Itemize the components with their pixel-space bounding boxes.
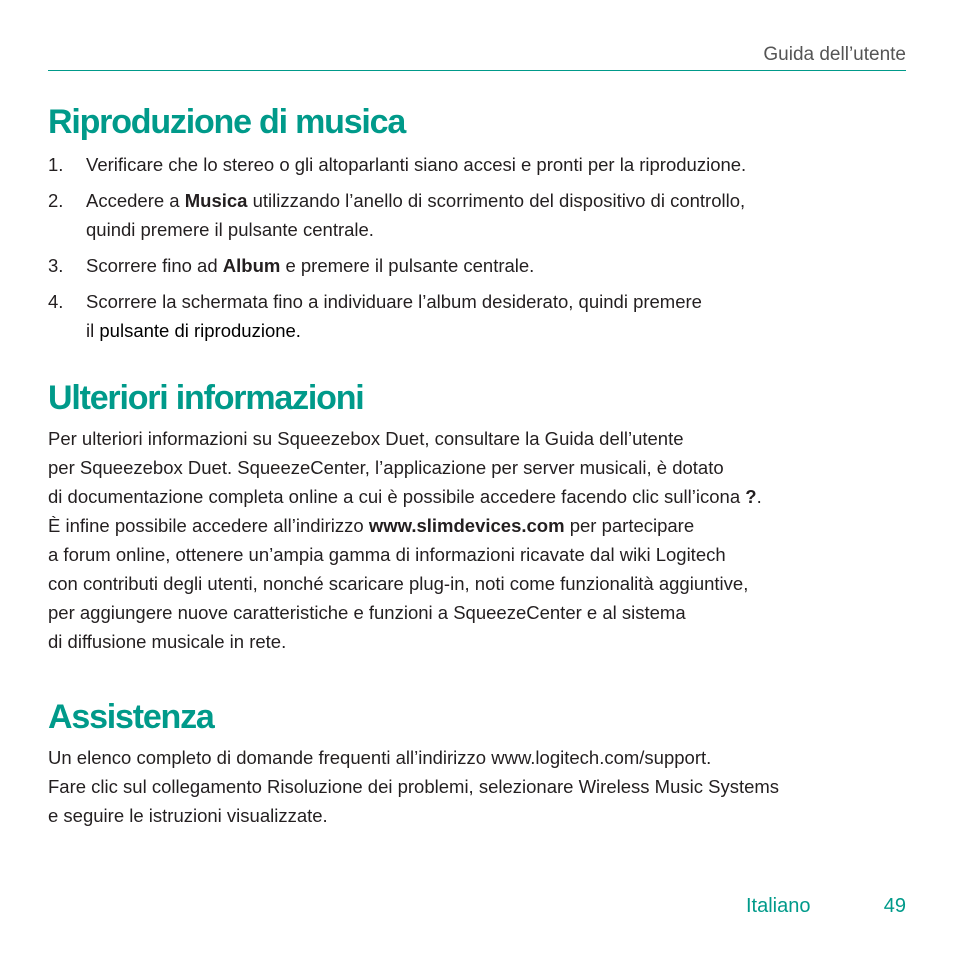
text-line: di diffusione musicale in rete. xyxy=(48,631,287,652)
section-ulteriori-informazioni xyxy=(48,378,908,656)
website-link: www.slimdevices.com xyxy=(368,515,565,536)
list-item xyxy=(48,150,908,179)
text-line: con contributi degli utenti, nonché scaricare plug-in, noti come funzionalità aggiuntive, xyxy=(48,573,749,594)
section-heading: Ulteriori informazioni xyxy=(48,379,364,417)
text-line: È infine possibile accedere all’indirizzo xyxy=(48,515,369,536)
section-riproduzione xyxy=(48,102,908,352)
text-line: Fare clic sul collegamento Risoluzione dei problemi, selezionare Wireless Music Systems xyxy=(48,776,780,797)
step-text: Scorrere la schermata fino a individuare l’album desiderato, quindi premere xyxy=(86,291,702,312)
step-text: Scorrere fino ad xyxy=(86,255,223,276)
text-line: a forum online, ottenere un’ampia gamma di informazioni ricavate dal wiki Logitech xyxy=(48,544,726,565)
step-text: il xyxy=(86,320,100,341)
text-line: per aggiungere nuove caratteristiche e funzioni a SqueezeCenter e al sistema xyxy=(48,602,686,623)
list-item xyxy=(48,251,908,280)
text-line: per Squeezebox Duet. SqueezeCenter, l’applicazione per server musicali, è dotato xyxy=(48,457,724,478)
text-line: di documentazione completa online a cui è possibile accedere facendo clic sull’icona xyxy=(48,486,746,507)
running-header: Guida dell’utente xyxy=(763,44,906,65)
step-text: quindi premere il pulsante centrale. xyxy=(86,219,374,240)
step-text: utilizzando l’anello di scorrimento del dispositivo di controllo, xyxy=(247,190,746,211)
step-text: e premere il pulsante centrale. xyxy=(280,255,535,276)
list-item xyxy=(48,186,908,244)
step-number: 2. xyxy=(48,190,64,211)
section-heading: Riproduzione di musica xyxy=(48,103,406,141)
step-text: pulsante di riproduzione. xyxy=(99,320,301,341)
step-number: 1. xyxy=(48,154,64,175)
step-number: 4. xyxy=(48,291,64,312)
step-text: Verificare che lo stereo o gli altoparlanti siano accesi e pronti per la riproduzione. xyxy=(86,154,747,175)
help-icon-symbol: ? xyxy=(745,486,757,507)
text-line: e seguire le istruzioni visualizzate. xyxy=(48,805,328,826)
text-line: Un elenco completo di domande frequenti all’indirizzo www.logitech.com/support. xyxy=(48,747,712,768)
text-line: . xyxy=(756,486,762,507)
header-rule xyxy=(48,70,906,71)
paragraph xyxy=(48,424,908,656)
step-text: Accedere a xyxy=(86,190,185,211)
section-assistenza xyxy=(48,697,908,830)
steps-list xyxy=(48,150,908,345)
text-line: Per ulteriori informazioni su Squeezebox Duet, consultare la Guida dell’utente xyxy=(48,428,684,449)
page-number: 49 xyxy=(883,895,906,917)
step-bold-term: Musica xyxy=(184,190,248,211)
section-heading: Assistenza xyxy=(48,698,214,736)
step-number: 3. xyxy=(48,255,64,276)
step-bold-term: Album xyxy=(222,255,281,276)
list-item xyxy=(48,287,908,345)
footer-language: Italiano xyxy=(746,895,811,917)
text-line: per partecipare xyxy=(564,515,695,536)
paragraph xyxy=(48,743,908,830)
